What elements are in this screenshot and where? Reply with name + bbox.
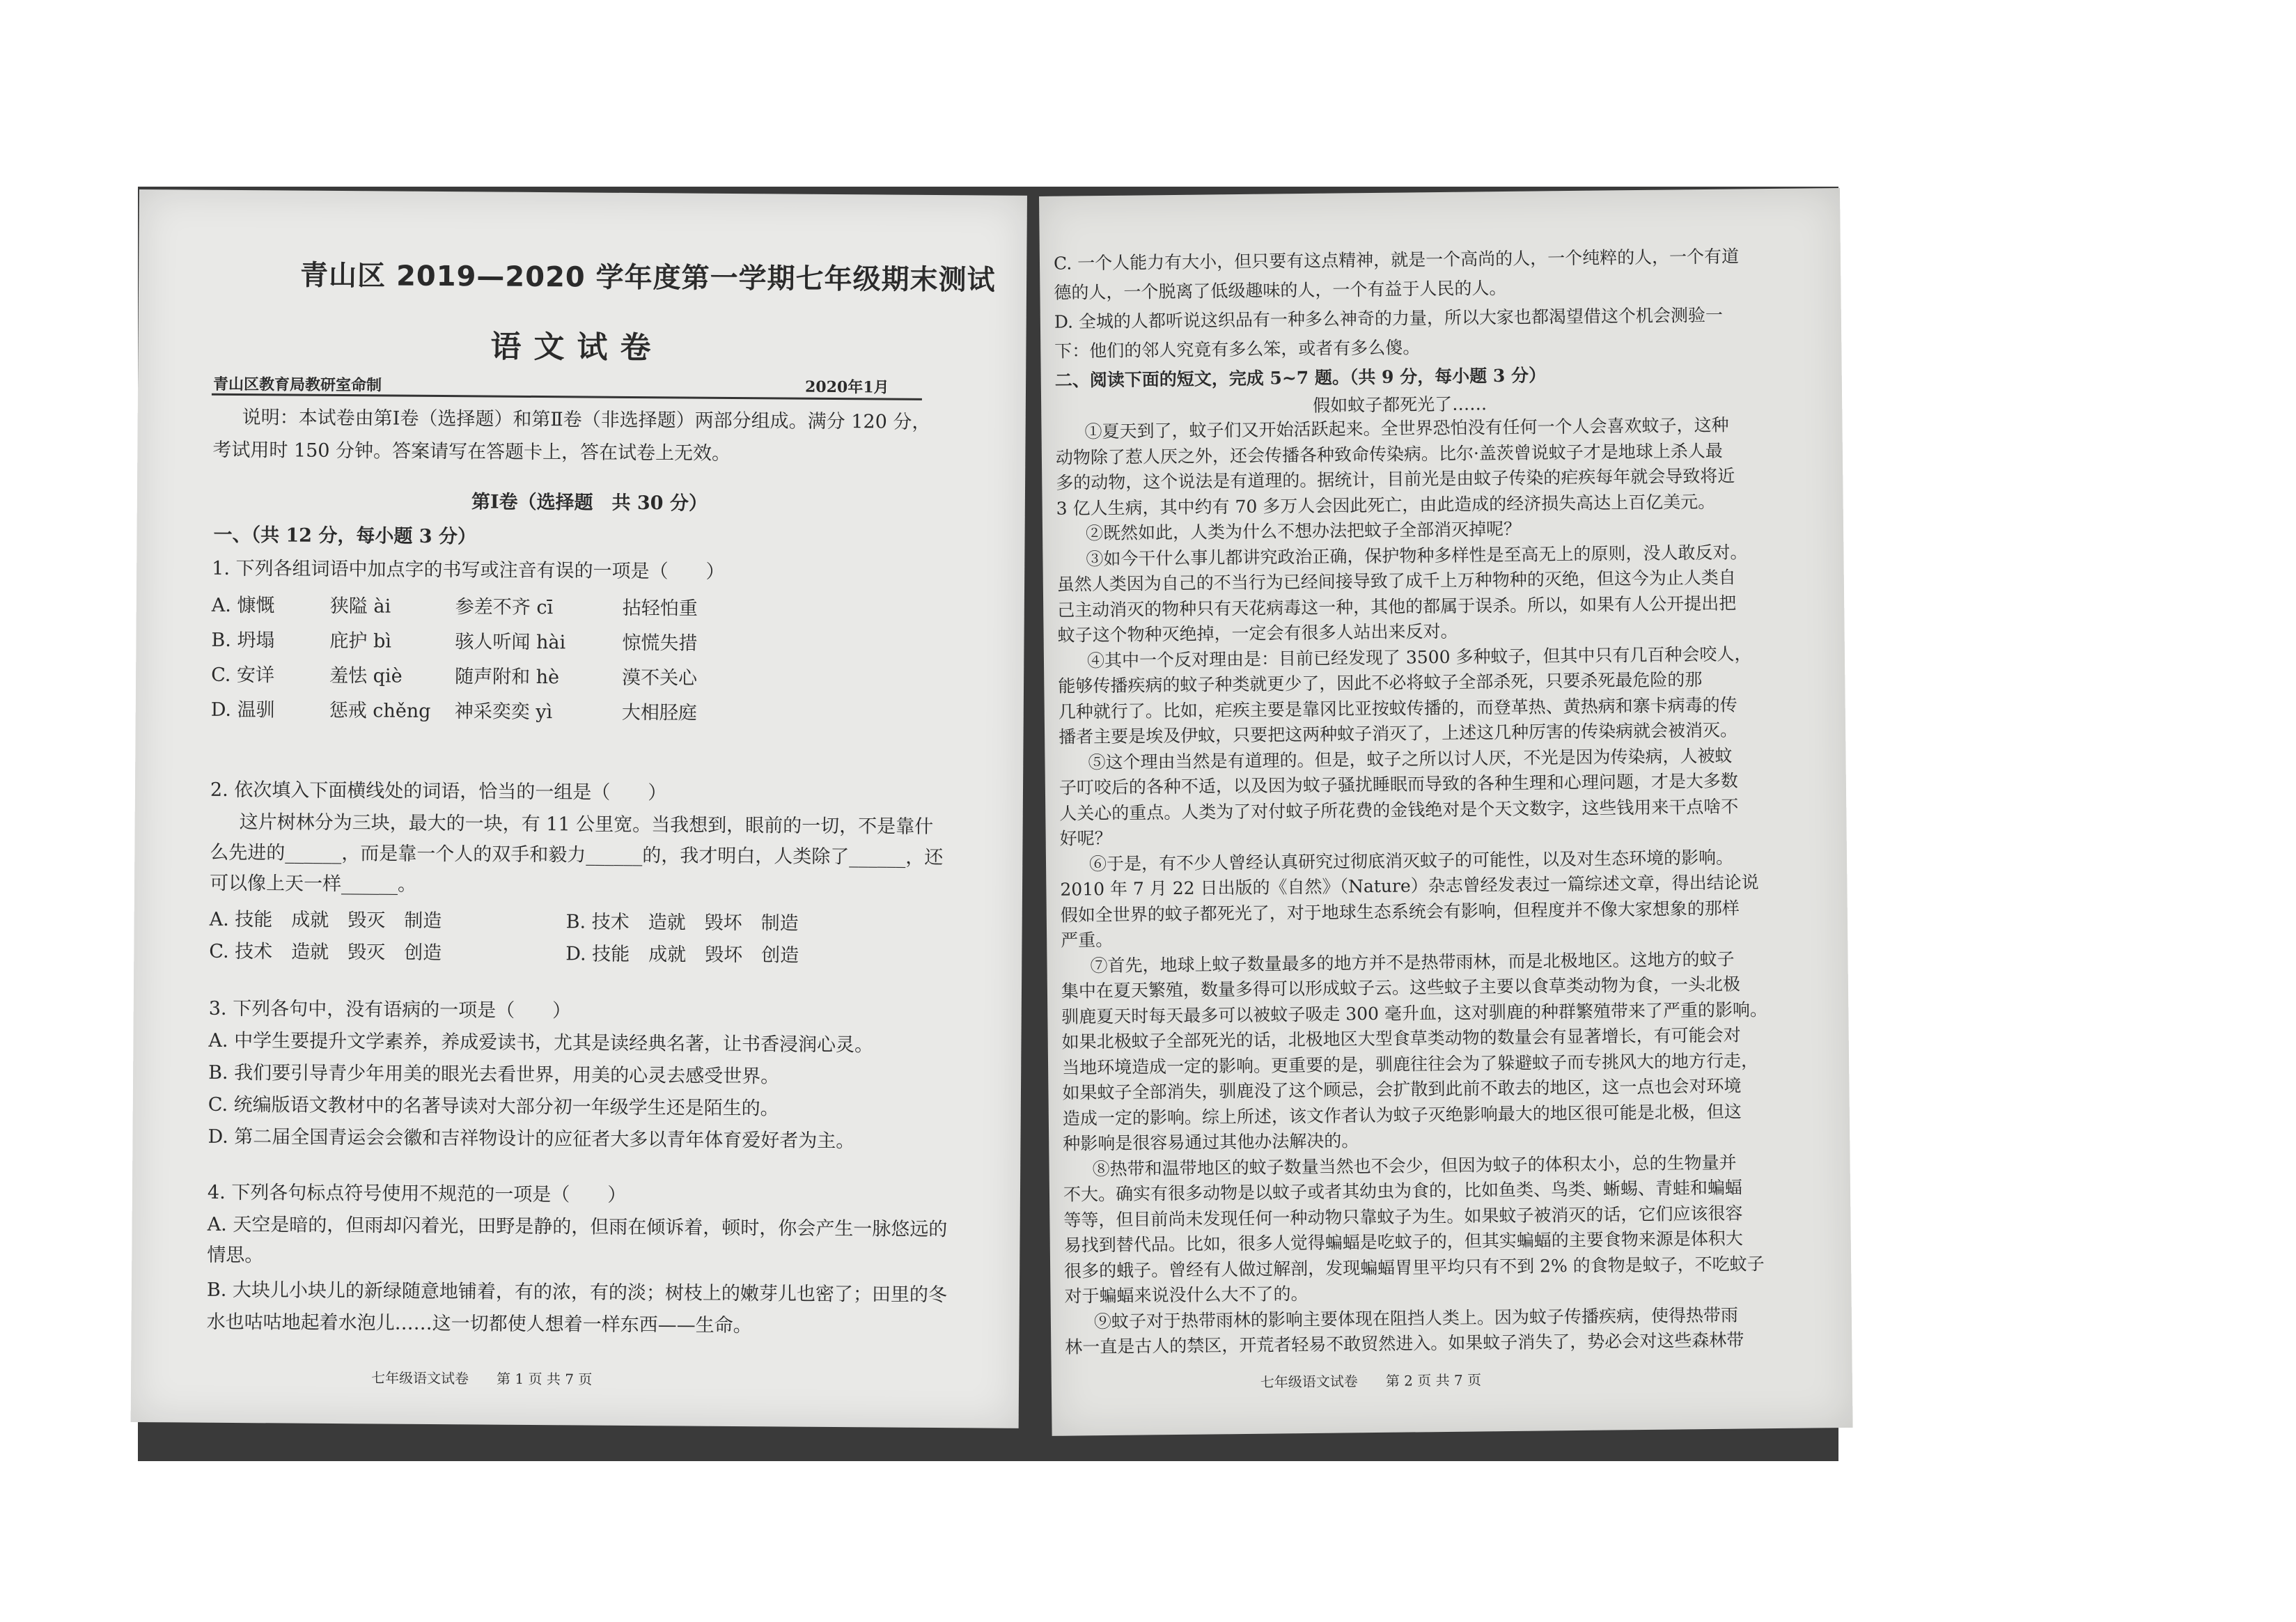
question-4: 4. 下列各句标点符号使用不规范的一项是（ ） — [207, 1181, 627, 1206]
q4-option-d-line-1: D. 全城的人都听说这织品有一种多么神奇的力量，所以大家也都渴望借这个机会测验一 — [1054, 304, 1724, 332]
q1-cell: B. 坍塌 — [211, 629, 275, 652]
q4-option-a-line-1: A. 天空是暗的，但雨却闪着光，田野是静的，但雨在倾诉着，顿时，你会产生一脉悠远的 — [207, 1213, 948, 1241]
passage-line: 易找到替代品。比如，很多人觉得蝙蝠是吃蚊子的，但其实蝙蝠的主要食物来源是体积大 — [1063, 1228, 1743, 1256]
section2-heading: 二、阅读下面的短文，完成 5~7 题。（共 9 分，每小题 3 分） — [1054, 365, 1547, 391]
passage-line: ④其中一个反对理由是：目前已经发现了 3500 多种蚊子，但其中只有几百种会咬人， — [1086, 643, 1752, 671]
q2-option: A. 技能 成就 毁灭 制造 — [209, 908, 442, 933]
passage-line: ⑦首先，地球上蚊子数量最多的地方并不是热带雨林，而是北极地区。这地方的蚊子 — [1090, 949, 1735, 976]
passage-line: 己主动消灭的物种只有天花病毒这一种，其他的都属于误杀。所以，如果有人公开提出把 — [1057, 593, 1737, 621]
passage-line: 如果北极蚊子全部死光的话，北极地区大型食草类动物的数量会有显著增长，有可能会对 — [1061, 1024, 1741, 1052]
section1-heading: 一、（共 12 分，每小题 3 分） — [213, 524, 477, 548]
q2-passage-line-1: 这片树林分为三块，最大的一块，有 11 公里宽。当我想到，眼前的一切，不是靠什 — [239, 811, 934, 838]
q1-option-row — [211, 660, 761, 699]
q1-cell: 惊慌失措 — [622, 632, 698, 655]
instructions-line-2: 考试用时 150 分钟。答案请写在答题卡上，答在试卷上无效。 — [212, 439, 731, 465]
passage-line: 好呢？ — [1059, 827, 1112, 849]
exam-title: 青山区 2019—2020 学年度第一学期七年级期末测试 — [299, 259, 996, 297]
q2-option: D. 技能 成就 毁坏 创造 — [565, 943, 799, 967]
q4-option-d-line-2: 下：他们的邻人究竟有多么笨，或者有多么傻。 — [1054, 337, 1421, 361]
passage-line: 几种就行了。比如，疟疾主要是靠冈比亚按蚊传播的，而登革热、黄热病和寨卡病毒的传 — [1058, 694, 1737, 722]
passage-line: 能够传播疾病的蚊子种类就更少了，因此不必将蚊子全部杀死，只要杀死最危险的那 — [1058, 669, 1703, 696]
question-2: 2. 依次填入下面横线处的词语，恰当的一组是（ ） — [210, 779, 667, 804]
q2-option: B. 技术 造就 毁坏 制造 — [565, 911, 799, 935]
passage-line: 集中在夏天繁殖，数量多得可以形成蚊子云。这些蚊子主要以食草类动物为食，一头北极 — [1061, 974, 1741, 1001]
q1-cell: 参差不齐 cī — [455, 596, 554, 619]
passage-line: 不大。确实有很多动物是以蚊子或者其幼虫为食的，比如鱼类、鸟类、蜥蜴、青蛙和蝙蝠 — [1063, 1177, 1743, 1205]
passage-line: 动物除了惹人厌之外，还会传播各种致命传染病。比尔·盖茨曾说蚊子才是地球上杀人最 — [1055, 440, 1723, 468]
q1-cell: A. 慷慨 — [211, 594, 275, 617]
q3-option: A. 中学生要提升文学素养，养成爱读书，尤其是读经典名著，让书香浸润心灵。 — [208, 1029, 874, 1056]
passage-line: 播者主要是埃及伊蚊，只要把这两种蚊子消灭了，上述这几种厉害的传染病就会被消灭。 — [1058, 719, 1738, 747]
q3-option: D. 第二届全国青运会会徽和吉祥物设计的应征者大多以青年体育爱好者为主。 — [208, 1125, 855, 1153]
issue-date: 2020年1月 — [804, 377, 889, 397]
question-1: 1. 下列各组词语中加点字的书写或注音有误的一项是（ ） — [212, 557, 725, 583]
q3-option: C. 统编版语文教材中的名著导读对大部分初一年级学生还是陌生的。 — [208, 1093, 779, 1120]
q1-cell: 漠不关心 — [622, 666, 698, 689]
passage-line: ⑥于是，有不少人曾经认真研究过彻底消灭蚊子的可能性，以及对生态环境的影响。 — [1088, 847, 1734, 874]
q1-options-table — [211, 590, 762, 733]
q4-option-c-line-2: 德的人，一个脱离了低级趣味的人，一个有益于人民的人。 — [1054, 277, 1507, 303]
instructions-line-1: 说明：本试卷由第Ⅰ卷（选择题）和第Ⅱ卷（非选择题）两部分组成。满分 120 分， — [242, 407, 931, 433]
passage-line: 当地环境造成一定的影响。更重要的是，驯鹿往往会为了躲避蚊子而专挑风大的地方行走， — [1061, 1050, 1759, 1078]
passage-line: 等等，但目前尚未发现任何一种动物只靠蚊子为生。如果蚊子被消灭的话，它们应该很容 — [1063, 1203, 1743, 1231]
passage-line: ⑨蚊子对于热带雨林的影响主要体现在阻挡人类上。因为蚊子传播疾病，使得热带雨 — [1093, 1304, 1739, 1332]
page-1-footer: 七年级语文试卷 第 1 页 共 7 页 — [371, 1369, 593, 1388]
q2-option: C. 技术 造就 毁灭 创造 — [209, 940, 442, 965]
passage-line: 对于蝙蝠来说没什么大不了的。 — [1064, 1284, 1309, 1307]
passage-line: ⑤这个理由当然是有道理的。但是，蚊子之所以讨人厌，不光是因为传染病，人被蚊 — [1088, 745, 1733, 772]
passage-line: 严重。 — [1061, 929, 1114, 951]
issuer-label: 青山区教育局教研室命制 — [212, 375, 382, 395]
q1-cell: 庇护 bì — [329, 630, 392, 653]
q1-cell: 拈轻怕重 — [622, 597, 698, 620]
q1-cell: 大相胫庭 — [621, 701, 697, 724]
passage-line: ②既然如此，人类为什么不想办法把蚊子全部消灭掉呢？ — [1085, 518, 1522, 544]
q1-option-row — [211, 625, 761, 664]
passage-line: 假如全世界的蚊子都死光了，对于地球生态系统会有影响，但程度并不像大家想象的那样 — [1060, 898, 1740, 926]
page-2-footer: 七年级语文试卷 第 2 页 共 7 页 — [1260, 1371, 1482, 1391]
passage-line: ①夏天到了，蚊子们又开始活跃起来。全世界恐怕没有任何一个人会喜欢蚊子，这种 — [1084, 414, 1729, 442]
q1-cell: 羞怯 qiè — [329, 664, 403, 687]
q1-cell: 随声附和 hè — [455, 666, 560, 689]
passage-line: 很多的蛾子。曾经有人做过解剖，发现蝙蝠胃里平均只有不到 2% 的食物是蚊子，不吃蚊子 — [1064, 1253, 1765, 1281]
q2-passage-line-2: 么先进的______，而是靠一个人的双手和毅力______的，我才明白，人类除了______，还 — [210, 841, 944, 869]
passage-line: 如果蚊子全部消失，驯鹿没了这个顾忌，会扩散到此前不敢去的地区，这一点也会对环境 — [1062, 1075, 1742, 1103]
passage-line: 蚊子这个物种灭绝掉，一定会有很多人站出来反对。 — [1057, 621, 1458, 646]
q1-cell: 骇人听闻 hài — [455, 631, 566, 654]
passage-line: 多的动物，这个说法是有道理的。据统计，目前光是由蚊子传染的疟疾每年就会导致将近 — [1056, 465, 1735, 493]
passage-line: ⑧热带和温带地区的蚊子数量当然也不会少，但因为蚊子的体积太小，总的生物量并 — [1092, 1152, 1737, 1179]
passage-title: 假如蚊子都死光了…… — [1313, 393, 1487, 416]
passage-line: 虽然人类因为自己的不当行为已经间接导致了成千上万种物种的灭绝，但这今为止人类自 — [1056, 567, 1736, 595]
passage-line: 驯鹿夏天时每天最多可以被蚊子吸走 300 毫升血，这对驯鹿的种群繁殖带来了严重的影响。 — [1061, 999, 1768, 1027]
passage-line: 林一直是古人的禁区，开荒者轻易不敢贸然进入。如果蚊子消失了，势必会对这些森林带 — [1065, 1329, 1744, 1357]
q1-cell: D. 温驯 — [210, 699, 275, 722]
q4-option-c-line-1: C. 一个人能力有大小，但只要有这点精神，就是一个高尚的人，一个纯粹的人，一个有道 — [1053, 246, 1740, 274]
q4-option-a-line-2: 情思。 — [207, 1244, 264, 1267]
passage-line: 人关心的重点。人类为了对付蚊子所花费的金钱绝对是个天文数字，这些钱用来干点啥不 — [1059, 796, 1739, 824]
part1-heading: 第Ⅰ卷（选择题 共 30 分） — [471, 491, 708, 515]
passage-line: 种影响是很容易通过其他办法解决的。 — [1063, 1130, 1359, 1154]
passage-line: 造成一定的影响。综上所述，该文作者认为蚊子灭绝影响最大的地区很可能是北极，但这 — [1062, 1101, 1742, 1129]
exam-subtitle: 语文试卷 — [490, 329, 664, 366]
passage-line: 2010 年 7 月 22 日出版的《自然》（Nature）杂志曾经发表过一篇综述文章，得出结论说 — [1060, 872, 1759, 900]
exam-page-2 — [1039, 188, 1853, 1436]
q1-option-row — [212, 590, 762, 629]
passage-line: ③如今干什么事儿都讲究政治正确，保护物种多样性是至高无上的原则，没人敢反对。 — [1086, 541, 1748, 569]
q2-passage-line-3: 可以像上天一样______。 — [209, 872, 417, 896]
passage-line: 子叮咬后的各种不适，以及因为蚊子骚扰睡眠而导致的各种生理和心理问题，才是大多数 — [1059, 770, 1739, 798]
question-3: 3. 下列各句中，没有语病的一项是（ ） — [208, 997, 572, 1022]
q4-option-b-line-2: 水也咕咕地起着水泡儿……这一切都使人想着一样东西——生命。 — [206, 1311, 752, 1337]
q1-option-row — [211, 694, 761, 733]
q1-cell: 狭隘 ài — [329, 595, 391, 618]
q3-option: B. 我们要引导青少年用美的眼光去看世界，用美的心灵去感受世界。 — [208, 1061, 780, 1088]
exam-page-1 — [131, 189, 1027, 1428]
q1-cell: 神采奕奕 yì — [454, 701, 553, 724]
q1-cell: C. 安详 — [211, 664, 275, 687]
q1-cell: 惩戒 chěng — [329, 699, 431, 722]
passage-line: 3 亿人生病，其中约有 70 多万人会因此死亡，由此造成的经济损失高达上百亿美元。 — [1056, 491, 1716, 519]
q4-option-b-line-1: B. 大块儿小块儿的新绿随意地铺着，有的浓，有的淡；树枝上的嫩芽儿也密了；田里的冬 — [206, 1279, 948, 1307]
